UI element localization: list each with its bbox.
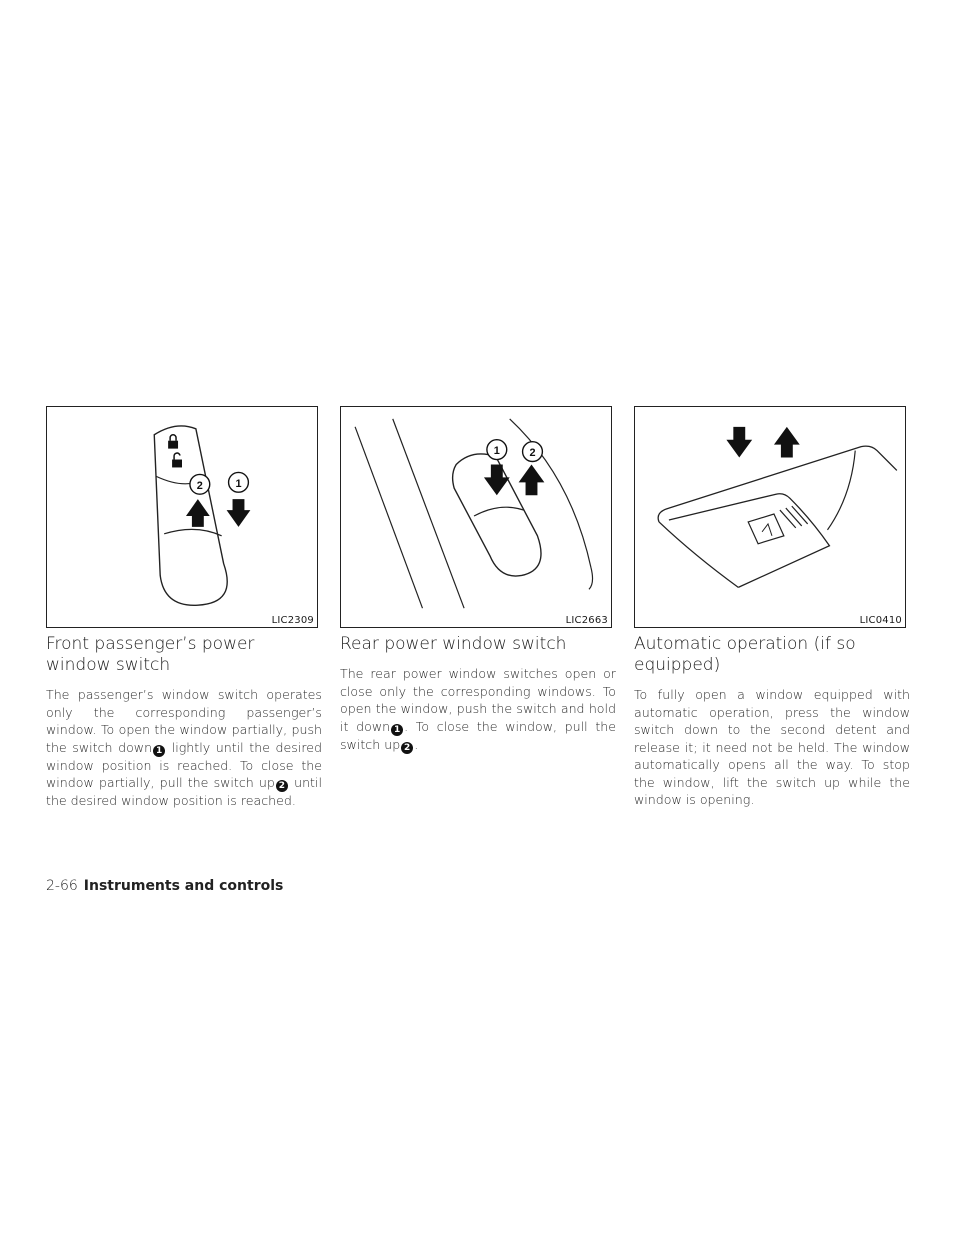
section-title: Front passenger’s power window switch [46,634,255,675]
callout-2-label: 2 [196,479,203,492]
auto-window-icon [748,506,807,544]
arrow-up-icon [186,499,210,527]
auto-switch-illustration [635,407,905,627]
body-text: . To close the window, pull the switch up [340,718,617,752]
page-number: 2-66 [46,878,78,894]
callout-2-badge: 2 [401,742,413,754]
page-footer [46,878,283,894]
callout-1-badge: 1 [391,724,403,736]
callout-1-badge: 1 [153,745,165,757]
callout-2-badge: 2 [276,780,288,792]
section-title: Automatic operation (if so equipped) [634,634,856,675]
body-text: lightly until the desired window position is reached. To close the window partially, pull the switch up [46,739,323,790]
section-front-passenger [46,634,322,810]
figure-code: LIC2309 [271,615,314,626]
section-automatic-operation [634,634,910,809]
callout-2-label: 2 [529,447,536,460]
arrow-up-icon [519,464,545,495]
arrow-up-icon [774,427,800,458]
arrow-down-icon [726,427,752,458]
arrow-down-icon [227,499,251,527]
front-switch-illustration [47,407,317,627]
callout-1-label: 1 [493,445,500,458]
rear-switch-illustration [341,407,611,627]
section-title: Rear power window switch [340,634,567,654]
figure-automatic-operation [634,406,906,628]
lock-icon [168,435,178,449]
body-text: The rear power window switches open or close only the corresponding windows. To open the window, push the switch and hold it down [340,666,616,734]
figure-code: LIC2663 [565,615,608,626]
body-text: The passenger’s window switch operates only the corresponding passenger’s window. To open the window partially, push the switch down [46,687,322,755]
unlock-icon [172,453,182,467]
callout-1-label: 1 [235,477,242,490]
body-text: . [414,736,419,752]
figure-rear-window-switch [340,406,612,628]
figure-code: LIC0410 [859,615,902,626]
section-body [340,665,616,754]
body-text: until the desired window position is reached. [46,775,322,808]
section-rear-window [340,634,616,754]
figure-front-passenger-switch [46,406,318,628]
section-body [46,686,322,810]
arrow-down-icon [484,464,510,495]
section-body: To fully open a window equipped with automatic operation, press the window switch down to the second detent and release it; it need not be held. The window automatically opens all the way. To stop the window, lift the switch up while the window is opening. [634,687,910,807]
section-name: Instruments and controls [83,878,284,894]
